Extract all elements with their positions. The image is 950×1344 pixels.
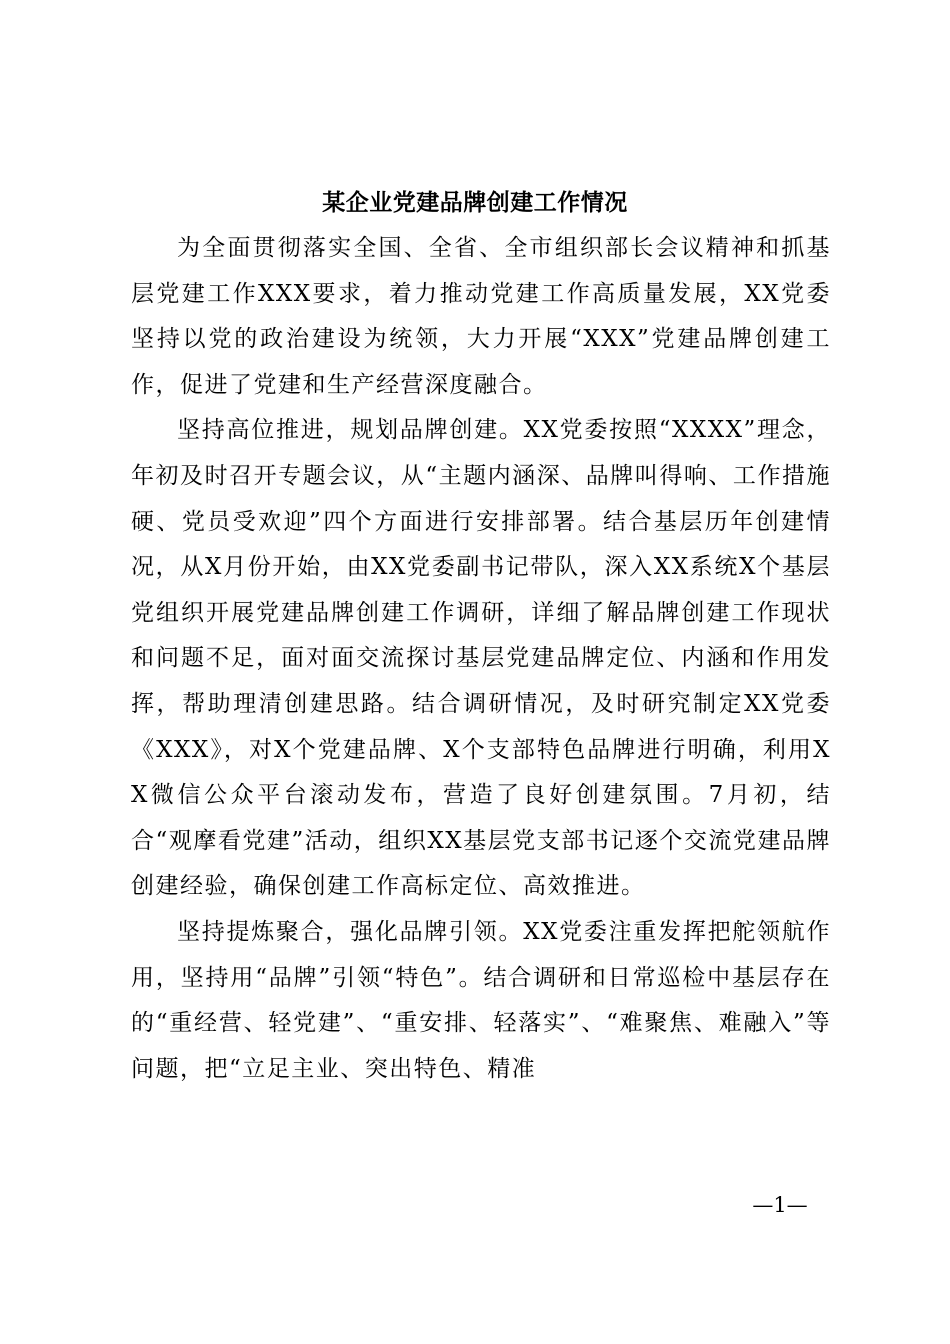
document-title: 某企业党建品牌创建工作情况 [322, 189, 628, 216]
page-number: —1— [752, 1193, 808, 1217]
paragraph-intro: 为全面贯彻落实全国、全省、全市组织部长会议精神和抓基层党建工作XXX要求，着力推动党建工作高质量发展，XX党委坚持以党的政治建设为统领，大力开展“XXX”党建品牌创建工作，促进了党建和生产经营深度融合。 [131, 235, 831, 398]
document-body [131, 226, 831, 1092]
paragraph-planning: 坚持高位推进，规划品牌创建。XX党委按照“XXXX”理念，年初及时召开专题会议，从“主题内涵深、品牌叫得响、工作措施硬、党员受欢迎”四个方面进行安排部署。结合基层历年创建情况，从X月份开始，由XX党委副书记带队，深入XX系统X个基层党组织开展党建品牌创建工作调研，详细了解品牌创建工作现状和问题不足，面对面交流探讨基层党建品牌定位、内涵和作用发挥，帮助理清创建思路。结合调研情况，及时研究制定XX党委《XXX》，对X个党建品牌、X个支部特色品牌进行明确，利用XX微信公众平台滚动发布，营造了良好创建氛围。7月初，结合“观摩看党建”活动，组织XX基层党支部书记逐个交流党建品牌创建经验，确保创建工作高标定位、高效推进。 [131, 417, 831, 900]
paragraph-refining: 坚持提炼聚合，强化品牌引领。XX党委注重发挥把舵领航作用，坚持用“品牌”引领“特色”。结合调研和日常巡检中基层存在的“重经营、轻党建”、“重安排、轻落实”、“难聚焦、难融入”等问题，把“立足主业、突出特色、精准 [131, 918, 831, 1082]
